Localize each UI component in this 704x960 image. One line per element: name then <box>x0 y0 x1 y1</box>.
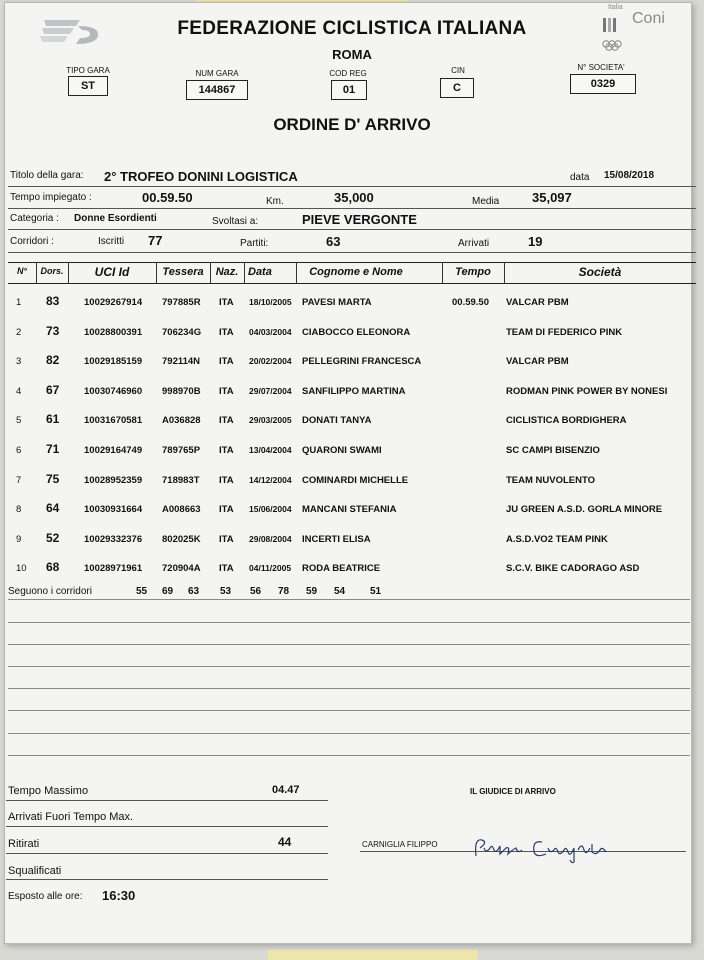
row-nationality: ITA <box>219 385 234 397</box>
row-rider-name: PELLEGRINI FRANCESCA <box>302 356 422 368</box>
num-gara-label: NUM GARA <box>195 69 239 78</box>
row-number: 4 <box>16 385 22 397</box>
fuori-tempo-underline <box>6 826 328 827</box>
row-nationality: ITA <box>219 415 234 427</box>
km-label: Km. <box>266 196 284 207</box>
table-row <box>6 562 690 588</box>
cod-reg-label: COD REG <box>329 69 367 78</box>
row-team: SC CAMPI BISENZIO <box>506 445 600 456</box>
row-dorsal: 75 <box>46 471 60 486</box>
following-rider: 51 <box>370 586 382 597</box>
cod-reg-box: 01 <box>331 80 367 100</box>
race-category: Donne Esordienti <box>74 213 157 224</box>
tempo-massimo-underline <box>6 800 328 801</box>
row-birthdate: 29/03/2005 <box>249 415 292 426</box>
category-label: Categoria : <box>10 213 59 224</box>
coni-text: Coni <box>632 10 665 27</box>
blank-rule <box>8 644 690 645</box>
table-top-rule <box>8 262 696 263</box>
row-uci-id: 10030931664 <box>84 504 143 516</box>
row-team: RODMAN PINK POWER BY NONESI <box>506 385 668 397</box>
row-tessera: 792114N <box>162 356 201 368</box>
title-underline <box>8 186 696 187</box>
row-uci-id: 10028971961 <box>84 563 143 575</box>
row-number: 3 <box>16 356 22 368</box>
header-naz: Naz. <box>215 266 239 278</box>
row-uci-id: 10031670581 <box>84 415 143 427</box>
row-birthdate: 15/06/2004 <box>249 504 292 515</box>
row-nationality: ITA <box>219 474 234 486</box>
table-row <box>6 355 690 381</box>
row-uci-id: 10029332376 <box>84 533 143 545</box>
table-row <box>6 414 690 440</box>
coni-top-text: Italia <box>608 4 623 11</box>
fuori-tempo-label: Arrivati Fuori Tempo Max. <box>8 811 134 823</box>
cin-box: C <box>440 78 474 98</box>
row-uci-id: 10029164749 <box>84 445 143 456</box>
row-tessera: 706234G <box>162 326 202 338</box>
following-rider: 54 <box>334 586 346 597</box>
row-team: JU GREEN A.S.D. GORLA MINORE <box>506 504 663 516</box>
following-rider: 63 <box>188 586 200 597</box>
row-team: TEAM NUVOLENTO <box>506 474 596 486</box>
row-team: A.S.D.VO2 TEAM PINK <box>506 533 608 545</box>
judge-name: CARNIGLIA FILIPPO <box>362 840 438 849</box>
row-team: S.C.V. BIKE CADORAGO ASD <box>506 563 640 575</box>
following-rider: 53 <box>220 586 232 597</box>
row-uci-id: 10029267914 <box>84 297 143 308</box>
table-row <box>6 323 690 352</box>
row-rider-name: DONATI TANYA <box>302 415 372 427</box>
following-rider: 55 <box>136 586 148 597</box>
row-uci-id: 10029185159 <box>84 356 143 368</box>
row-dorsal: 61 <box>46 412 60 427</box>
row-number: 7 <box>16 474 22 486</box>
table-row <box>6 530 690 559</box>
row-tessera: 998970B <box>162 385 201 397</box>
iscritti-count: 77 <box>148 233 163 248</box>
row-rider-name: SANFILIPPO MARTINA <box>302 385 406 397</box>
riders-underline <box>8 252 696 253</box>
iscritti-label: Iscritti <box>98 236 125 247</box>
row-tessera: A008663 <box>162 504 201 516</box>
race-date: 15/08/2018 <box>604 170 655 181</box>
row-birthdate: 04/03/2004 <box>249 326 292 337</box>
row-nationality: ITA <box>219 297 234 308</box>
row-dorsal: 67 <box>46 382 60 397</box>
header-data: Data <box>248 266 272 278</box>
row-tessera: 802025K <box>162 533 201 545</box>
societa-number-label: N° SOCIETA' <box>577 63 625 72</box>
esposto-value: 16:30 <box>102 888 136 903</box>
race-title-label: Titolo della gara: <box>10 170 84 181</box>
row-number: 10 <box>16 563 27 575</box>
row-nationality: ITA <box>219 533 234 545</box>
row-dorsal: 82 <box>46 353 60 368</box>
row-rider-name: INCERTI ELISA <box>302 533 371 545</box>
header-name: Cognome e Nome <box>309 266 403 278</box>
row-rider-name: MANCANI STEFANIA <box>302 504 397 516</box>
row-uci-id: 10030746960 <box>84 385 143 397</box>
location-label: Svoltasi a: <box>212 216 259 227</box>
row-number: 5 <box>16 415 22 427</box>
row-team: TEAM DI FEDERICO PINK <box>506 326 623 338</box>
header-n: N° <box>16 266 28 276</box>
row-dorsal: 73 <box>46 323 60 338</box>
row-dorsal: 52 <box>46 530 60 545</box>
row-time: 00.59.50 <box>452 297 489 308</box>
row-birthdate: 04/11/2005 <box>249 563 292 574</box>
table-row <box>6 444 690 470</box>
row-nationality: ITA <box>219 563 234 575</box>
judge-label: IL GIUDICE DI ARRIVO <box>470 787 556 796</box>
table-header-rule <box>8 283 696 284</box>
num-gara-box: 144867 <box>186 80 248 100</box>
tape-bottom <box>268 950 478 960</box>
arrivati-label: Arrivati <box>458 238 490 249</box>
time-label: Tempo impiegato : <box>10 192 92 203</box>
table-row <box>6 296 690 322</box>
row-number: 2 <box>16 326 22 338</box>
following-rider: 69 <box>162 586 174 597</box>
row-team: VALCAR PBM <box>506 356 569 368</box>
row-birthdate: 29/08/2004 <box>249 533 292 544</box>
date-label: data <box>570 172 590 183</box>
row-birthdate: 29/07/2004 <box>249 385 292 396</box>
table-row <box>6 503 690 529</box>
esposto-label: Esposto alle ore: <box>8 891 83 902</box>
cin-label: CIN <box>451 66 465 75</box>
race-title: 2° TROFEO DONINI LOGISTICA <box>104 169 298 184</box>
table-row <box>6 471 690 500</box>
partiti-count: 63 <box>326 234 341 249</box>
societa-number-box: 0329 <box>570 74 636 94</box>
row-rider-name: PAVESI MARTA <box>302 297 372 308</box>
blank-rule <box>8 599 690 600</box>
time-underline <box>8 208 696 209</box>
race-media: 35,097 <box>532 190 572 205</box>
squalificati-underline <box>6 879 328 880</box>
row-dorsal: 71 <box>46 442 60 456</box>
blank-rule <box>8 733 690 734</box>
row-rider-name: COMINARDI MICHELLE <box>302 474 409 486</box>
row-tessera: 797885R <box>162 297 201 308</box>
tipo-gara-label: TIPO GARA <box>66 66 110 75</box>
row-number: 9 <box>16 533 22 545</box>
race-km: 35,000 <box>334 190 374 205</box>
arrivati-count: 19 <box>528 234 543 249</box>
row-team: CICLISTICA BORDIGHERA <box>506 415 627 427</box>
city-title: ROMA <box>332 47 372 62</box>
row-nationality: ITA <box>219 356 234 368</box>
row-number: 8 <box>16 504 22 516</box>
ritirati-value: 44 <box>278 835 292 849</box>
header-societa: Società <box>578 265 622 279</box>
header-dors: Dors. <box>40 266 64 276</box>
following-rider: 56 <box>250 586 262 597</box>
tipo-gara-box: ST <box>68 76 108 96</box>
blank-rule <box>8 755 690 756</box>
tempo-massimo-value: 04.47 <box>272 784 300 796</box>
following-rider: 78 <box>278 586 290 597</box>
row-dorsal: 68 <box>46 560 60 575</box>
row-number: 1 <box>16 297 22 308</box>
header-tempo: Tempo <box>455 266 491 278</box>
row-nationality: ITA <box>219 504 234 516</box>
blank-rule <box>8 688 690 689</box>
media-label: Media <box>472 196 500 207</box>
row-birthdate: 18/10/2005 <box>249 297 292 307</box>
row-team: VALCAR PBM <box>506 297 569 308</box>
row-rider-name: QUARONI SWAMI <box>302 445 382 456</box>
row-dorsal: 83 <box>46 294 60 308</box>
header-uci: UCI Id <box>94 265 130 279</box>
judge-signature-icon <box>468 832 618 866</box>
blank-rule <box>8 622 690 623</box>
row-tessera: 720904A <box>162 563 201 575</box>
ritirati-underline <box>6 853 328 854</box>
row-number: 6 <box>16 445 22 456</box>
federation-title: FEDERAZIONE CICLISTICA ITALIANA <box>177 18 527 39</box>
row-nationality: ITA <box>219 445 234 456</box>
row-nationality: ITA <box>219 326 234 338</box>
tempo-massimo-label: Tempo Massimo <box>8 785 89 797</box>
doc-title: ORDINE D' ARRIVO <box>273 115 431 134</box>
blank-rule <box>8 710 690 711</box>
header-tessera: Tessera <box>162 266 204 278</box>
blank-rule <box>8 666 690 667</box>
row-birthdate: 13/04/2004 <box>249 445 292 455</box>
row-dorsal: 64 <box>46 501 60 516</box>
row-uci-id: 10028800391 <box>84 326 143 338</box>
row-uci-id: 10028952359 <box>84 474 143 486</box>
row-birthdate: 20/02/2004 <box>249 356 292 367</box>
row-tessera: A036828 <box>162 415 201 427</box>
following-label: Seguono i corridori <box>8 586 92 597</box>
ritirati-label: Ritirati <box>8 838 40 850</box>
row-tessera: 718983T <box>162 474 200 486</box>
race-time: 00.59.50 <box>142 190 193 205</box>
row-rider-name: CIABOCCO ELEONORA <box>302 326 411 338</box>
partiti-label: Partiti: <box>240 238 269 249</box>
row-rider-name: RODA BEATRICE <box>302 563 381 575</box>
row-birthdate: 14/12/2004 <box>249 474 292 485</box>
following-rider: 59 <box>306 586 318 597</box>
row-tessera: 789765P <box>162 445 201 456</box>
race-location: PIEVE VERGONTE <box>302 212 417 227</box>
table-row <box>6 382 690 411</box>
squalificati-label: Squalificati <box>8 865 62 877</box>
category-underline <box>8 229 696 230</box>
riders-label: Corridori : <box>10 236 54 247</box>
